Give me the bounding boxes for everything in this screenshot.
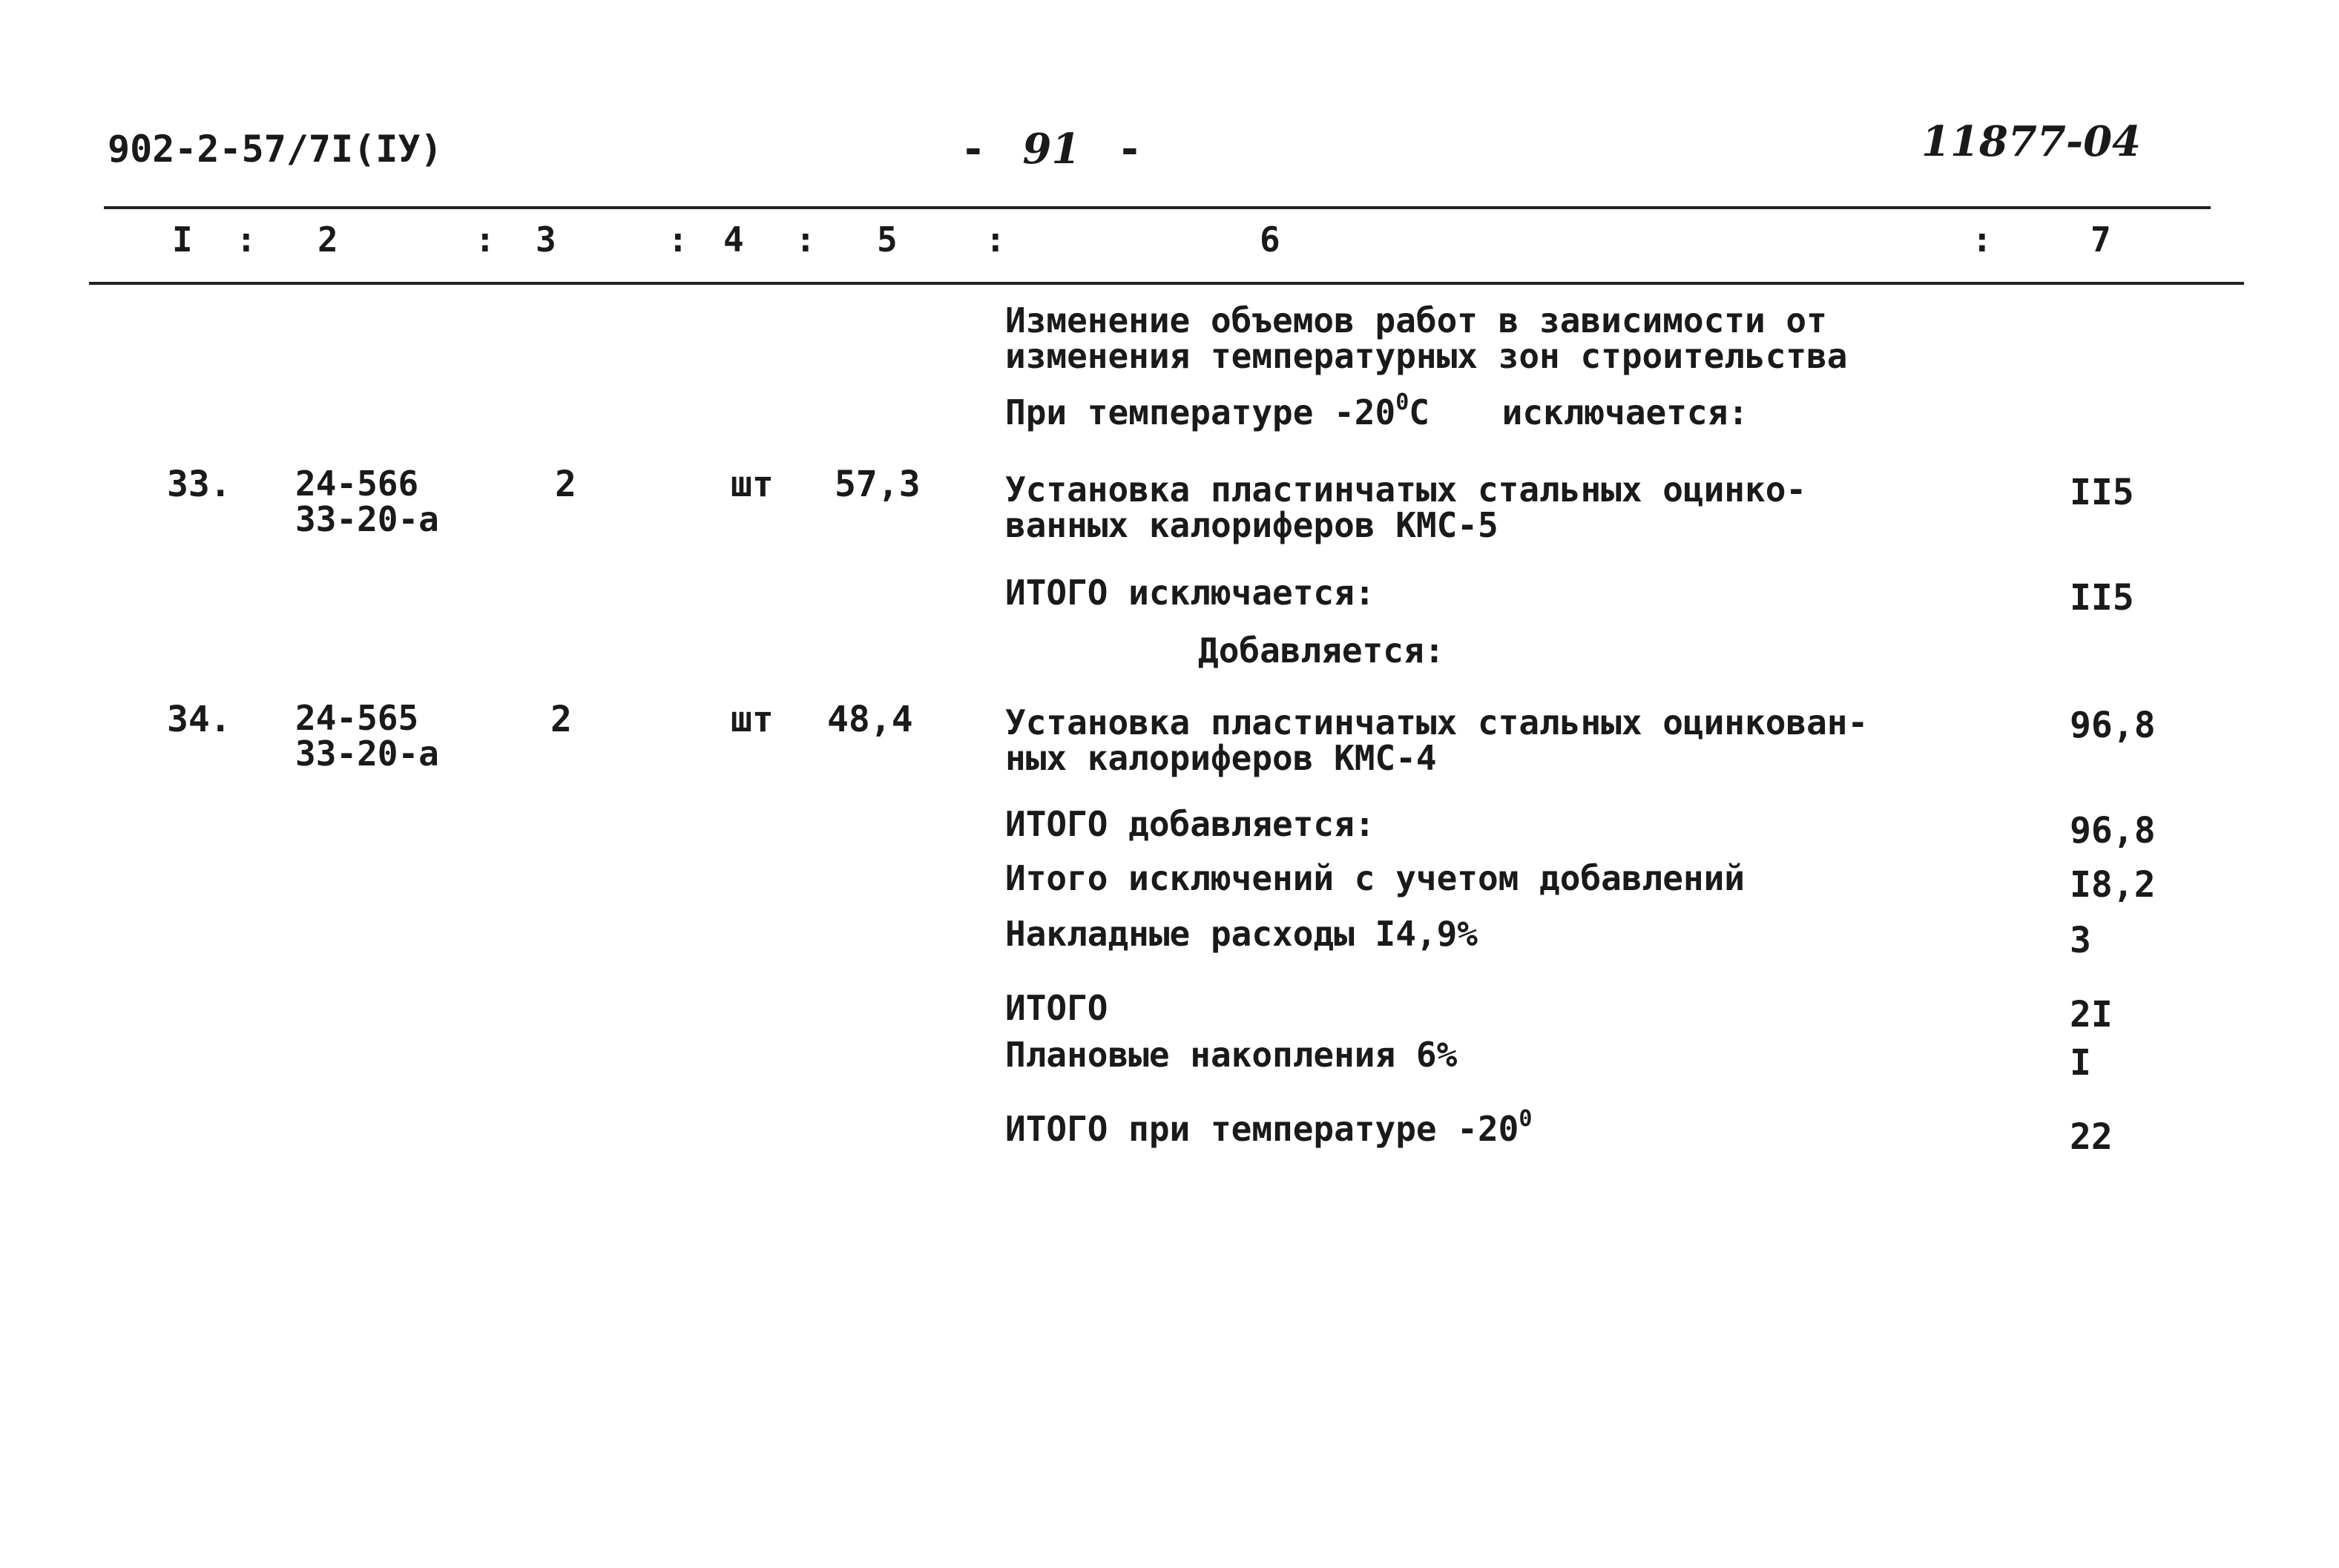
- net-value: I8,2: [2070, 864, 2156, 906]
- final-label-prefix: ИТОГО при температуре -20: [1005, 1109, 1519, 1149]
- page-number-dash-left: -: [961, 125, 986, 174]
- row-description-line1: Установка пластинчатых стальных оцинко-: [1005, 470, 1807, 510]
- page-number: [961, 125, 1142, 174]
- column-header-5: 5: [877, 220, 898, 260]
- row-unit: шт: [731, 699, 774, 740]
- row-qty: 2: [550, 699, 572, 740]
- row-total: II5: [2070, 472, 2134, 513]
- column-header-1: I: [172, 220, 193, 260]
- column-separator: :: [236, 220, 257, 260]
- column-separator: :: [668, 220, 688, 260]
- excluded-heading: [1005, 389, 1749, 432]
- column-header-6: 6: [1260, 220, 1280, 260]
- row-description-line2: ных калориферов КМС-4: [1005, 738, 1437, 778]
- row-total: 96,8: [2070, 705, 2156, 746]
- row-code-line2: 33-20-а: [295, 499, 439, 539]
- added-heading: Добавляется:: [1198, 630, 1445, 671]
- page-number-value: 91: [1022, 125, 1081, 174]
- excluded-heading-word: исключается:: [1501, 392, 1749, 432]
- row-code-line1: 24-566: [295, 464, 419, 504]
- document-code: 902-2-57/7I(IУ): [108, 128, 443, 171]
- row-price: 48,4: [827, 699, 913, 740]
- degree-mark: 0: [1395, 389, 1409, 415]
- excluded-heading-prefix: При температуре -20: [1005, 392, 1396, 432]
- inventory-number: 11877-04: [1921, 117, 2141, 166]
- section-title-line2: изменения температурных зон строительства: [1005, 336, 1848, 376]
- section-title: [1005, 300, 1848, 376]
- header-bottom-rule: [89, 282, 2244, 285]
- column-header-3: 3: [536, 220, 556, 260]
- added-total-label: ИТОГО добавляется:: [1005, 804, 1375, 844]
- column-separator: :: [475, 220, 496, 260]
- row-description-line1: Установка пластинчатых стальных оцинкован-: [1005, 702, 1869, 742]
- row-description: [1005, 472, 1806, 543]
- section-title-line1: Изменение объемов работ в зависимости от: [1005, 300, 1827, 340]
- row-code: [295, 466, 439, 537]
- net-label: Итого исключений с учетом добавлений: [1005, 858, 1745, 898]
- row-price: 57,3: [835, 464, 921, 505]
- row-code: [295, 698, 439, 774]
- row-description: [1005, 702, 1869, 778]
- overhead-value: 3: [2070, 920, 2091, 961]
- row-qty: 2: [555, 464, 576, 505]
- excluded-total-value: II5: [2070, 577, 2134, 619]
- column-separator: :: [985, 220, 1006, 260]
- column-separator: :: [795, 220, 816, 260]
- subtotal-value: 2I: [2070, 994, 2113, 1035]
- column-header-7: 7: [2090, 220, 2111, 260]
- final-value: 22: [2070, 1116, 2113, 1158]
- overhead-label: Накладные расходы I4,9%: [1005, 914, 1478, 954]
- page-number-dash-right: -: [1116, 125, 1142, 174]
- savings-label: Плановые накопления 6%: [1005, 1035, 1458, 1075]
- row-code-line2: 33-20-а: [295, 734, 439, 774]
- column-separator: :: [1972, 220, 1993, 260]
- row-number: 33.: [167, 464, 231, 505]
- top-rule: [104, 206, 2211, 209]
- row-description-line2: ванных калориферов КМС-5: [1005, 505, 1499, 545]
- excluded-total-label: ИТОГО исключается:: [1005, 573, 1375, 613]
- added-total-value: 96,8: [2070, 810, 2156, 851]
- excluded-heading-suffix: С: [1409, 392, 1430, 432]
- row-number: 34.: [167, 699, 231, 740]
- degree-mark: 0: [1519, 1106, 1533, 1132]
- column-header-4: 4: [723, 220, 744, 260]
- subtotal-label: ИТОГО: [1005, 988, 1108, 1028]
- column-header-2: 2: [318, 220, 338, 260]
- row-code-line1: 24-565: [295, 698, 419, 738]
- row-unit: шт: [731, 464, 774, 505]
- final-label: [1005, 1106, 1533, 1149]
- savings-value: I: [2070, 1042, 2091, 1084]
